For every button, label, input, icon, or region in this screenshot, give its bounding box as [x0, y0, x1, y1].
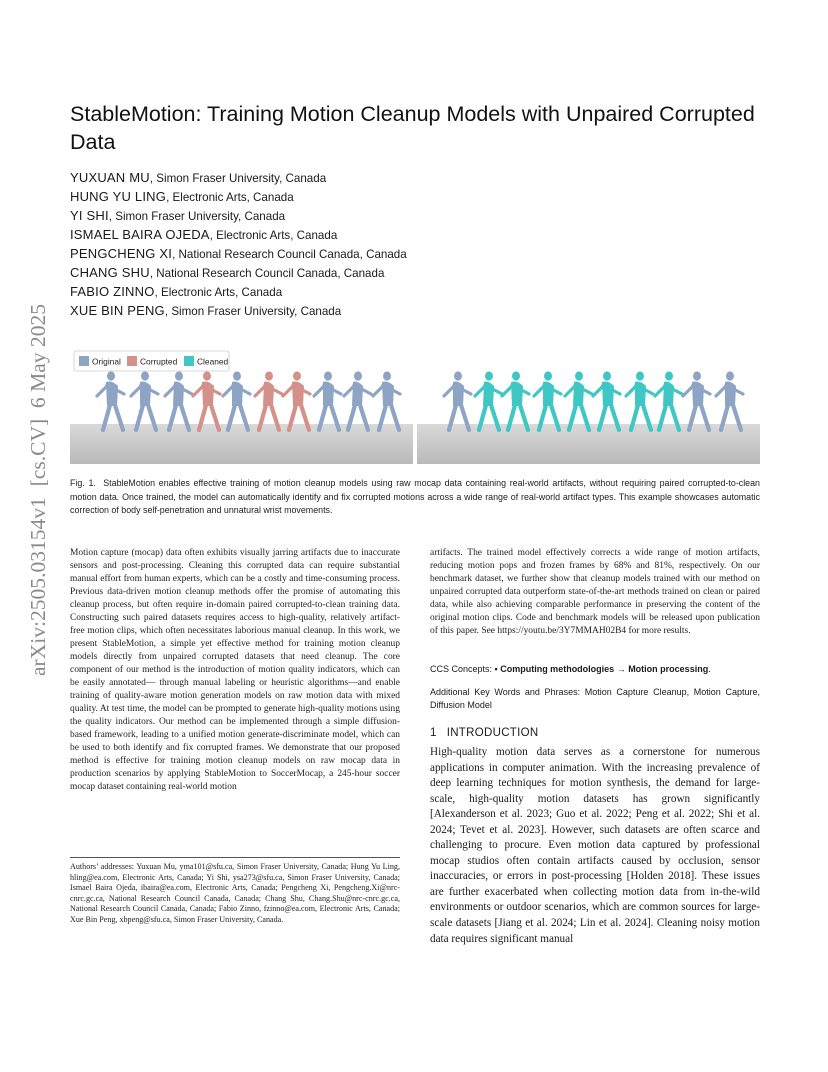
- author-name: FABIO ZINNO: [70, 284, 155, 299]
- author-name: YUXUAN MU: [70, 170, 150, 185]
- legend-swatch-original: [79, 356, 89, 366]
- author-line: [70, 263, 750, 282]
- author-line: [70, 206, 750, 225]
- mannequin-figure: [444, 371, 471, 430]
- keywords: Additional Key Words and Phrases: Motion Capture Cleanup, Motion Capture, Diffusion Model: [430, 687, 760, 710]
- author-name: YI SHI: [70, 208, 109, 223]
- author-name: PENGCHENG XI: [70, 246, 173, 261]
- motion-sequence-right: [444, 371, 743, 430]
- author-line: [70, 301, 750, 320]
- mannequin-figure: [97, 371, 124, 430]
- author-affiliation: , Electronic Arts, Canada: [166, 191, 294, 204]
- mannequin-figure: [683, 371, 710, 430]
- mannequin-figure: [716, 371, 743, 430]
- mannequin-figure: [165, 371, 192, 430]
- abstract-right-column: artifacts. The trained model effectively corrects a wide range of motion artifacts, reducing motion pops and frozen frames by 68% and 81%, respectively. On our benchmark dataset, we further show that cleanup models trained with our method on unpaired corrupted data outperform state-of-the-art methods trained on clean or paired data, while also achieving comparable performance in preserving the content of the original motion clips. Code and benchmark models will be released upon publication of this paper. See https://youtu.be/3Y7MMAH02B4 for more results.: [430, 548, 760, 636]
- mannequin-figure: [475, 371, 502, 430]
- legend-label-corrupted: Corrupted: [140, 356, 178, 367]
- paper-title: StableMotion: Training Motion Cleanup Models with Unpaired Corrupted Data: [70, 102, 755, 154]
- author-affiliation: , National Research Council Canada, Canada: [149, 267, 385, 280]
- ccs-label: CCS Concepts:: [430, 664, 493, 674]
- ccs-concepts: [430, 663, 760, 676]
- mannequin-figure: [223, 371, 250, 430]
- mannequin-figure: [565, 371, 592, 430]
- section-heading-introduction: [430, 727, 538, 739]
- ccs-end: .: [708, 664, 711, 674]
- mannequin-figure: [626, 371, 653, 430]
- author-affiliation: , Electronic Arts, Canada: [154, 286, 283, 299]
- arxiv-stamp: [18, 300, 54, 680]
- legend-label-original: Original: [92, 356, 121, 367]
- author-line: [70, 225, 750, 244]
- section-title: INTRODUCTION: [446, 727, 539, 739]
- figure-caption: [70, 477, 760, 518]
- author-name: XUE BIN PENG: [70, 303, 165, 318]
- author-list: [70, 168, 750, 320]
- author-affiliation: , Simon Fraser University, Canada: [164, 305, 342, 318]
- legend-swatch-corrupted: [127, 356, 137, 366]
- author-affiliation: , Simon Fraser University, Canada: [149, 172, 327, 185]
- mannequin-figure: [344, 371, 371, 430]
- mannequin-figure: [655, 371, 682, 430]
- author-line: [70, 187, 750, 206]
- author-affiliation: , Simon Fraser University, Canada: [108, 210, 286, 223]
- author-name: CHANG SHU: [70, 265, 150, 280]
- legend-swatch-cleaned: [184, 356, 194, 366]
- legend-label-cleaned: Cleaned: [197, 356, 229, 367]
- author-line: [70, 244, 750, 263]
- arxiv-identifier: arXiv:2505.03154v1 [cs.CV] 6 May 2025: [26, 313, 50, 676]
- teaser-figure: [70, 348, 760, 466]
- author-affiliation: , Electronic Arts, Canada: [209, 229, 338, 242]
- abstract-left-column: Motion capture (mocap) data often exhibits visually jarring artifacts due to inaccurate sensors and post-processing. Cleaning this corrupted data can require substantial manual effort from human experts, which can be a costly and time-consuming process. Previous data-driven motion cleanup methods offer the promise of automating this cleanup process, but often require in-domain paired corrupted-to-clean training data. Constructing such paired datasets requires access to high-quality, relatively artifact-free motion clips, which often necessitates laborious manual cleanup. In this work, we present StableMotion, a simple yet effective method for training motion cleanup models directly from unpaired corrupted datasets that need cleanup. The core component of our method is the introduction of motion quality indicators, which can be easily annotated— through manual labeling or heuristic algorithms—and enable training of quality-aware motion generation models on raw motion data with mixed quality. At test time, the model can be prompted to generate high-quality motions using the quality indicators. Our method can be implemented through a simple diffusion-based framework, leading to a unified motion generate-discriminate model, which can be used to both identify and fix corrupted frames. We demonstrate that our proposed method is effective for training motion cleanup models on raw mocap data in production scenarios by applying StableMotion to SoccerMocap, a 245-hour soccer mocap dataset containing real-world motion: [70, 548, 400, 792]
- author-addresses-footnote: Authors’ addresses: Yuxuan Mu, yma101@sfu.ca, Simon Fraser University, Canada; Hung Yu Ling, hling@ea.com, Electronic Arts, Canada; Yi Shi, ysa273@sfu.ca, Simon Fraser University, Canada; Ismael Baira Ojeda, ibaira@ea.com, Electronic Arts, Canada; Pengcheng Xi, Pengcheng.Xi@nrc-cnrc.gc.ca, National Research Council Canada, Canada; Chang Shu, Chang.Shu@nrc-cnrc.gc.ca, National Research Council Canada, Canada; Fabio Zinno, fzinno@ea.com, Electronic Arts, Canada; Xue Bin Peng, xbpeng@sfu.ca, Simon Fraser University, Canada.: [70, 862, 400, 924]
- figure-legend: [74, 351, 229, 371]
- ccs-value: • Computing methodologies → Motion processing: [494, 664, 709, 674]
- mannequin-figure: [193, 371, 220, 430]
- motion-sequence-left: [97, 371, 400, 430]
- mannequin-figure: [593, 371, 620, 430]
- author-affiliation: , National Research Council Canada, Canada: [172, 248, 407, 261]
- footnote-divider: [70, 857, 400, 858]
- figure-caption-text: StableMotion enables effective training of motion cleanup models using raw mocap data containing real-world artifacts, without requiring paired corrupted-to-clean motion data. Once trained, the model can automatically identify and fix corrupted motions across a wide range of real-world artifact types. This example showcases automatic correction of body self-penetration and unnatural wrist movements.: [70, 478, 760, 515]
- mannequin-figure: [131, 371, 158, 430]
- mannequin-figure: [283, 371, 310, 430]
- author-name: HUNG YU LING: [70, 189, 167, 204]
- author-line: [70, 282, 750, 301]
- mannequin-figure: [373, 371, 400, 430]
- mannequin-figure: [502, 371, 529, 430]
- introduction-body: High-quality motion data serves as a cornerstone for numerous applications in computer animation. With the increasing prevalence of deep learning techniques for motion synthesis, the demand for large-scale, high-quality motion datasets has grown significantly [Alexanderson et al. 2023; Guo et al. 2022; Peng et al. 2022; Shi et al. 2024; Tevet et al. 2023]. However, such datasets are often scarce and challenging to procure. Even motion data captured by professional mocap studios often contain artifacts caused by occlusion, sensor inaccuracies, or errors in post-processing [Holden 2018]. These issues are further exacerbated when collecting motion data from in-the-wild environments or outdoor scenarios, which are common sources for large-scale datasets [Jiang et al. 2024; Lin et al. 2024]. Cleaning noisy motion data requires significant manual: [430, 746, 760, 945]
- section-number: 1: [430, 727, 437, 739]
- author-line: [70, 168, 750, 187]
- mannequin-figure: [255, 371, 282, 430]
- mannequin-figure: [534, 371, 561, 430]
- figure-caption-label: Fig. 1.: [70, 478, 96, 488]
- author-name: ISMAEL BAIRA OJEDA: [70, 227, 210, 242]
- mannequin-figure: [314, 371, 341, 430]
